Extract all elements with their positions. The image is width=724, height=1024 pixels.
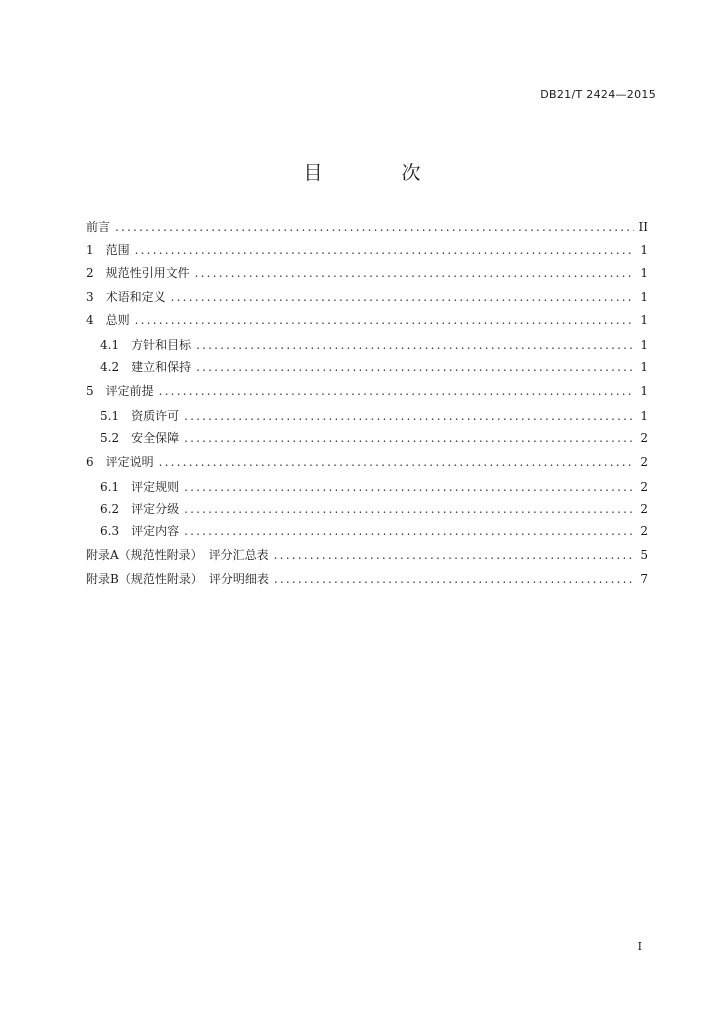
page-number: I xyxy=(637,940,642,953)
toc-entry-number: 6 xyxy=(86,455,94,470)
toc-entry-page: 2 xyxy=(640,431,648,446)
toc-entry-4-2[interactable] xyxy=(86,356,648,378)
toc-leader xyxy=(184,476,635,498)
toc-entry-page: 1 xyxy=(640,243,648,258)
toc-entry-5[interactable] xyxy=(86,380,648,403)
toc-entry-title: 评定说明 xyxy=(105,455,154,470)
toc-entry-number: 1 xyxy=(86,243,94,258)
toc-entry-page: II xyxy=(638,220,648,234)
toc-entry-5-2[interactable] xyxy=(86,427,648,449)
toc-leader xyxy=(115,216,634,239)
toc-entry-appendix-a[interactable] xyxy=(86,544,648,567)
toc-entry-6-1[interactable] xyxy=(86,476,648,498)
toc-leader xyxy=(196,334,635,356)
toc-entry-title: 安全保障 xyxy=(131,431,180,446)
toc-entry-title: 规范性引用文件 xyxy=(105,266,190,281)
toc-entry-page: 1 xyxy=(640,266,648,281)
toc-entry-number: 6.1 xyxy=(100,480,120,495)
toc-entry-title: 术语和定义 xyxy=(105,289,166,304)
table-of-contents xyxy=(86,216,648,591)
toc-entry-title: 评定规则 xyxy=(131,480,180,495)
toc-leader xyxy=(184,520,635,542)
toc-entry-title: 附录A（规范性附录） 评分汇总表 xyxy=(86,548,269,563)
toc-entry-page: 2 xyxy=(640,524,648,539)
toc-entry-number: 4 xyxy=(86,312,94,327)
toc-entry-page: 1 xyxy=(640,359,648,374)
toc-entry-title: 评定内容 xyxy=(131,524,180,539)
toc-entry-page: 1 xyxy=(640,409,648,424)
toc-entry-title: 方针和目标 xyxy=(131,337,192,352)
toc-entry-5-1[interactable] xyxy=(86,405,648,427)
toc-leader xyxy=(135,239,635,262)
toc-entry-6-3[interactable] xyxy=(86,520,648,542)
toc-entry-title: 评定分级 xyxy=(131,502,180,517)
toc-entry-number: 5.2 xyxy=(100,431,120,446)
toc-leader xyxy=(184,405,635,427)
document-code: DB21/T 2424—2015 xyxy=(540,88,656,101)
toc-leader xyxy=(195,262,635,285)
toc-entry-number: 6.2 xyxy=(100,502,120,517)
toc-entry-title: 范围 xyxy=(105,243,130,258)
toc-leader xyxy=(184,427,635,449)
toc-entry-1[interactable] xyxy=(86,239,648,262)
toc-leader xyxy=(184,498,635,520)
toc-leader xyxy=(196,356,635,378)
toc-title: 目 次 xyxy=(303,162,451,184)
toc-entry-title: 资质许可 xyxy=(131,409,180,424)
toc-entry-title: 评定前提 xyxy=(105,383,154,398)
toc-entry-2[interactable] xyxy=(86,262,648,285)
toc-entry-title: 建立和保持 xyxy=(131,359,192,374)
toc-entry-foreword[interactable] xyxy=(86,216,648,239)
toc-entry-title: 前言 xyxy=(86,220,111,234)
toc-entry-number: 5.1 xyxy=(100,409,120,424)
toc-entry-number: 2 xyxy=(86,266,94,281)
toc-entry-number: 4.1 xyxy=(100,337,120,352)
toc-entry-number: 4.2 xyxy=(100,359,120,374)
toc-entry-3[interactable] xyxy=(86,286,648,309)
toc-entry-page: 5 xyxy=(640,548,648,563)
toc-leader xyxy=(274,568,635,591)
toc-leader xyxy=(135,309,635,332)
toc-leader xyxy=(171,286,635,309)
toc-entry-appendix-b[interactable] xyxy=(86,568,648,591)
toc-entry-number: 3 xyxy=(86,289,94,304)
toc-entry-page: 7 xyxy=(640,571,648,586)
toc-entry-page: 2 xyxy=(640,455,648,470)
toc-entry-6-2[interactable] xyxy=(86,498,648,520)
toc-entry-title: 附录B（规范性附录） 评分明细表 xyxy=(86,571,269,586)
toc-entry-number: 5 xyxy=(86,383,94,398)
toc-entry-page: 2 xyxy=(640,480,648,495)
toc-entry-6[interactable] xyxy=(86,451,648,474)
toc-entry-page: 1 xyxy=(640,312,648,327)
toc-leader xyxy=(274,544,635,567)
toc-leader xyxy=(159,451,635,474)
toc-leader xyxy=(159,380,635,403)
toc-entry-page: 1 xyxy=(640,383,648,398)
toc-entry-4-1[interactable] xyxy=(86,334,648,356)
toc-entry-page: 1 xyxy=(640,337,648,352)
toc-entry-number: 6.3 xyxy=(100,524,120,539)
toc-entry-page: 1 xyxy=(640,289,648,304)
toc-entry-page: 2 xyxy=(640,502,648,517)
toc-entry-title: 总则 xyxy=(105,312,130,327)
toc-entry-4[interactable] xyxy=(86,309,648,332)
